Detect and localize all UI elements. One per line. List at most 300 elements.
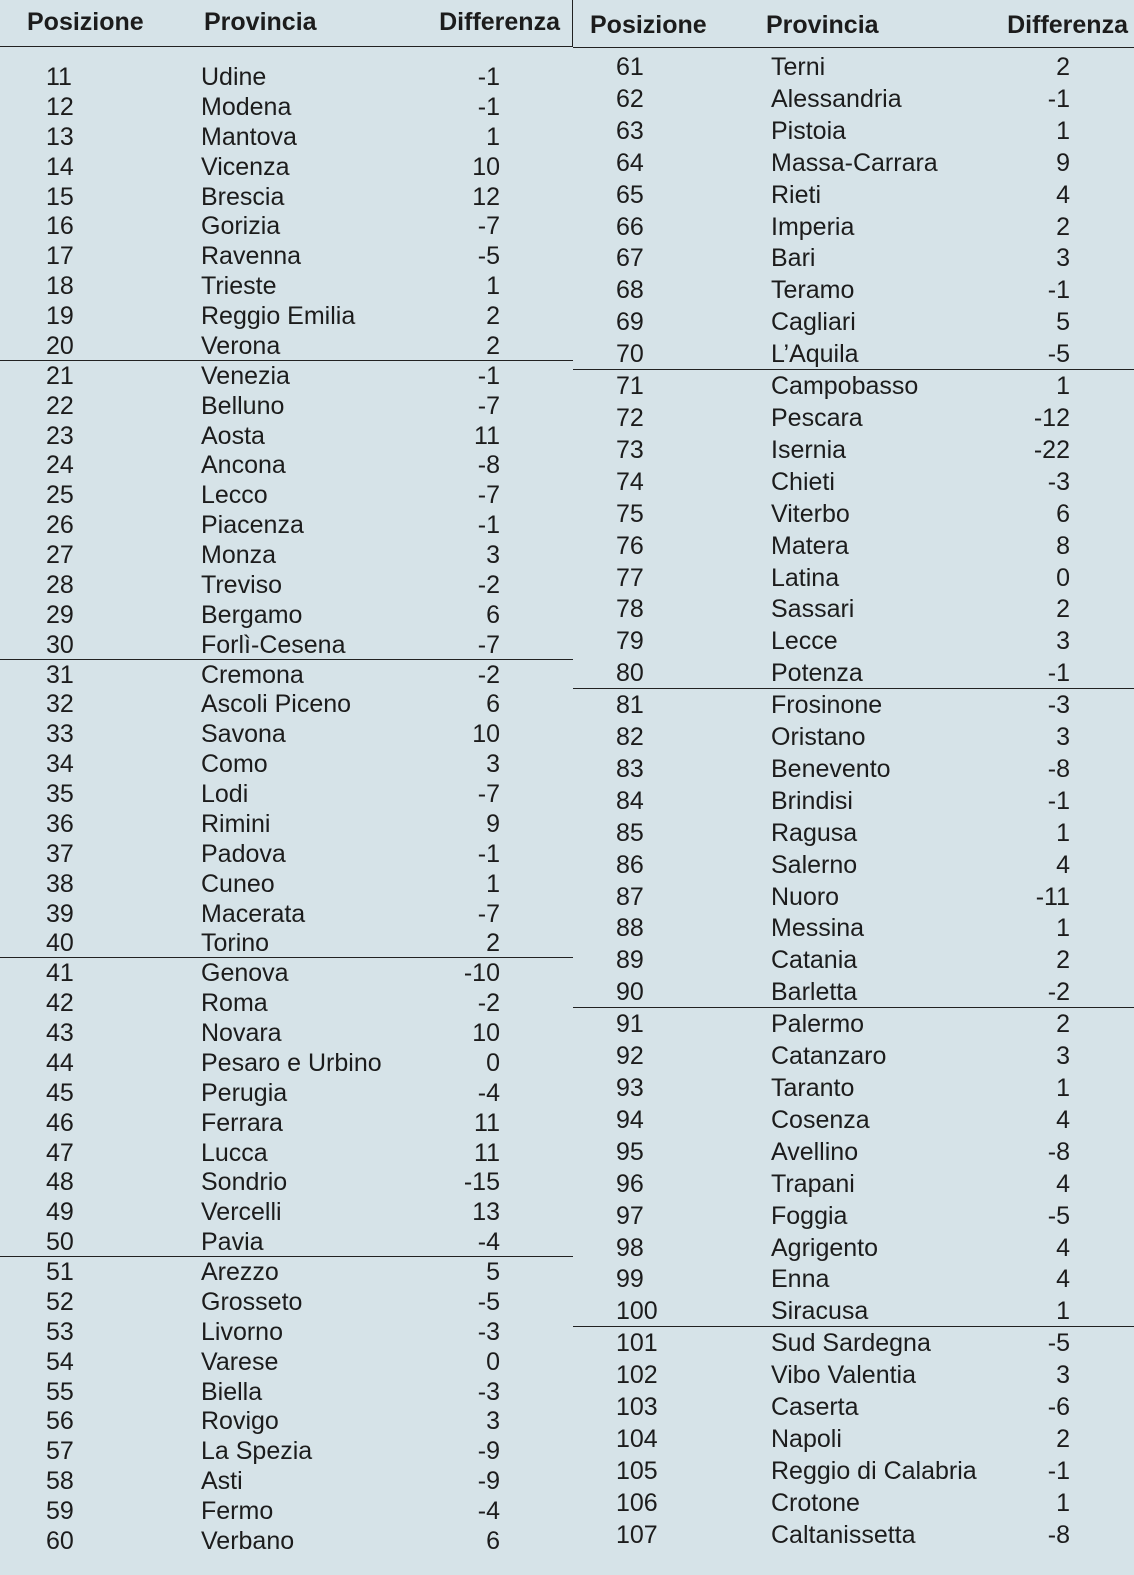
position-cell: 90: [616, 978, 644, 1007]
position-cell: 95: [616, 1137, 644, 1166]
province-cell: Cuneo: [201, 869, 275, 898]
table-row: [573, 850, 1134, 882]
table-row: [0, 661, 573, 691]
table-row: [0, 601, 573, 631]
province-cell: Imperia: [771, 212, 855, 241]
position-cell: 107: [616, 1520, 658, 1549]
table-row: [0, 1019, 573, 1049]
difference-cell: 5: [1056, 308, 1070, 337]
difference-cell: -1: [1047, 659, 1070, 688]
position-cell: 73: [616, 435, 644, 464]
table-row: [573, 339, 1134, 371]
position-cell: 21: [46, 361, 74, 390]
table-row: [0, 840, 573, 870]
position-cell: 71: [616, 372, 644, 401]
position-cell: 86: [616, 850, 644, 879]
difference-cell: 1: [486, 122, 500, 151]
right-header-row: [573, 0, 1134, 48]
table-row: [573, 52, 1134, 84]
difference-cell: 6: [486, 690, 500, 719]
difference-cell: 1: [1056, 818, 1070, 847]
province-cell: Cosenza: [771, 1105, 870, 1134]
position-cell: 62: [616, 84, 644, 113]
province-cell: Perugia: [201, 1078, 288, 1107]
difference-cell: -6: [1047, 1393, 1070, 1422]
province-cell: Campobasso: [771, 372, 919, 401]
table-row: [573, 1041, 1134, 1073]
position-cell: 29: [46, 600, 74, 629]
position-cell: 63: [616, 116, 644, 145]
province-cell: Ancona: [201, 451, 286, 480]
table-row: [0, 1348, 573, 1378]
header-province: Provincia: [766, 11, 879, 39]
province-cell: Reggio Emilia: [201, 302, 356, 330]
province-cell: Enna: [771, 1265, 830, 1294]
table-row: [573, 499, 1134, 531]
difference-cell: 1: [1056, 914, 1070, 943]
position-cell: 87: [616, 882, 644, 911]
position-cell: 50: [46, 1228, 74, 1257]
difference-cell: 1: [1056, 372, 1070, 401]
province-cell: Latina: [771, 563, 840, 592]
province-cell: Trieste: [201, 272, 277, 301]
difference-cell: -3: [477, 1377, 500, 1406]
difference-cell: 11: [474, 1108, 500, 1137]
province-cell: Ragusa: [771, 818, 858, 847]
difference-cell: 6: [486, 1526, 500, 1555]
table-row: [573, 1296, 1134, 1328]
difference-cell: 0: [1056, 563, 1070, 592]
left-header-row: [0, 0, 573, 47]
province-cell: Lodi: [201, 780, 249, 808]
difference-cell: 2: [486, 331, 500, 360]
table-row: [0, 780, 573, 810]
difference-cell: 3: [1056, 627, 1070, 656]
province-cell: Pavia: [201, 1228, 264, 1257]
difference-cell: 9: [1056, 148, 1070, 177]
position-cell: 27: [46, 541, 74, 569]
province-cell: Verona: [201, 331, 281, 360]
table-row: [573, 84, 1134, 116]
province-cell: Verbano: [201, 1526, 295, 1555]
header-difference: Differenza: [439, 8, 560, 36]
difference-cell: 1: [1056, 116, 1070, 145]
province-cell: Palermo: [771, 1010, 865, 1039]
table-row: [573, 722, 1134, 754]
province-cell: Vicenza: [201, 152, 290, 181]
table-row: [573, 1360, 1134, 1392]
position-cell: 15: [46, 182, 74, 211]
province-cell: Savona: [201, 720, 286, 749]
province-cell: Como: [201, 750, 268, 779]
province-cell: Aosta: [201, 421, 265, 450]
table-row: [0, 1258, 573, 1288]
table-row: [573, 1073, 1134, 1105]
table-row: [573, 467, 1134, 499]
province-cell: Torino: [201, 929, 270, 958]
province-cell: Padova: [201, 839, 286, 868]
position-cell: 81: [616, 691, 644, 720]
left-rows: [0, 63, 573, 1557]
province-cell: Taranto: [771, 1074, 855, 1102]
province-cell: Matera: [771, 531, 849, 560]
table-row: [0, 1079, 573, 1109]
table-row: [0, 720, 573, 750]
difference-cell: -7: [477, 212, 500, 241]
difference-cell: -7: [477, 780, 500, 808]
table-row: [0, 362, 573, 392]
table-row: [573, 563, 1134, 595]
position-cell: 46: [46, 1108, 74, 1137]
position-cell: 83: [616, 754, 644, 783]
difference-cell: -9: [477, 1437, 500, 1466]
position-cell: 75: [616, 499, 644, 528]
table-row: [0, 900, 573, 930]
difference-cell: 1: [1056, 1488, 1070, 1517]
table-row: [0, 302, 573, 332]
position-cell: 32: [46, 690, 74, 719]
province-cell: L’Aquila: [771, 340, 859, 369]
difference-cell: 2: [1056, 53, 1070, 81]
difference-cell: 4: [1056, 180, 1070, 209]
table-row: [573, 1137, 1134, 1169]
province-cell: Forlì-Cesena: [201, 630, 346, 659]
position-cell: 98: [616, 1233, 644, 1262]
difference-cell: -1: [1047, 84, 1070, 113]
difference-cell: 10: [472, 152, 500, 181]
position-cell: 61: [616, 53, 644, 81]
difference-cell: -5: [477, 1287, 500, 1316]
table-row: [0, 1288, 573, 1318]
difference-cell: -7: [477, 481, 500, 510]
position-cell: 59: [46, 1497, 74, 1525]
province-cell: Barletta: [771, 978, 858, 1007]
table-row: [0, 153, 573, 183]
position-cell: 34: [46, 750, 74, 779]
difference-cell: 3: [1056, 1361, 1070, 1390]
position-cell: 25: [46, 481, 74, 510]
difference-cell: 12: [472, 182, 500, 211]
difference-cell: -4: [477, 1497, 500, 1525]
difference-cell: -12: [1033, 403, 1070, 432]
difference-cell: 2: [1056, 1010, 1070, 1039]
position-cell: 38: [46, 869, 74, 898]
difference-cell: 3: [486, 1407, 500, 1436]
table-row: [0, 1139, 573, 1169]
table-row: [573, 658, 1134, 690]
difference-cell: 0: [486, 1048, 500, 1077]
table-row: [0, 1437, 573, 1467]
difference-cell: 1: [1056, 1074, 1070, 1102]
table-row: [573, 1488, 1134, 1520]
difference-cell: -11: [1035, 882, 1070, 911]
difference-cell: 1: [486, 869, 500, 898]
province-cell: Bari: [771, 244, 816, 273]
position-cell: 100: [616, 1297, 658, 1326]
difference-cell: 6: [486, 600, 500, 629]
province-cell: Ascoli Piceno: [201, 690, 352, 719]
difference-cell: -8: [477, 451, 500, 480]
position-cell: 22: [46, 391, 74, 420]
table-row: [573, 403, 1134, 435]
province-cell: Monza: [201, 541, 277, 569]
difference-cell: -2: [1047, 978, 1070, 1007]
difference-cell: 3: [1056, 723, 1070, 752]
table-row: [0, 212, 573, 242]
position-cell: 79: [616, 627, 644, 656]
position-cell: 53: [46, 1317, 74, 1346]
province-cell: Bergamo: [201, 600, 303, 629]
position-cell: 76: [616, 531, 644, 560]
table-row: [573, 1233, 1134, 1265]
table-row: [0, 959, 573, 989]
province-cell: Salerno: [771, 850, 858, 879]
province-cell: Frosinone: [771, 691, 883, 720]
difference-cell: 13: [472, 1198, 500, 1227]
province-cell: Livorno: [201, 1317, 283, 1346]
position-cell: 103: [616, 1393, 658, 1422]
position-cell: 93: [616, 1074, 644, 1102]
difference-cell: -22: [1033, 435, 1070, 464]
province-cell: Grosseto: [201, 1287, 303, 1316]
difference-cell: -1: [477, 839, 500, 868]
position-cell: 104: [616, 1424, 658, 1453]
province-cell: Vibo Valentia: [771, 1361, 917, 1390]
position-cell: 42: [46, 989, 74, 1018]
province-cell: Terni: [771, 53, 826, 81]
difference-cell: 8: [1056, 531, 1070, 560]
position-cell: 64: [616, 148, 644, 177]
province-cell: Varese: [201, 1347, 279, 1376]
difference-cell: -5: [1047, 340, 1070, 369]
difference-cell: -1: [1047, 276, 1070, 305]
table-row: [0, 1228, 573, 1258]
position-cell: 60: [46, 1526, 74, 1555]
position-cell: 33: [46, 720, 74, 749]
province-cell: Pescara: [771, 403, 863, 432]
difference-cell: -2: [477, 570, 500, 599]
position-cell: 102: [616, 1361, 658, 1390]
position-cell: 35: [46, 780, 74, 808]
province-cell: Avellino: [771, 1137, 859, 1166]
table-row: [0, 1318, 573, 1348]
position-cell: 101: [616, 1329, 658, 1358]
difference-cell: -9: [477, 1467, 500, 1496]
table-row: [0, 63, 573, 93]
position-cell: 70: [616, 340, 644, 369]
province-cell: Novara: [201, 1019, 282, 1047]
position-cell: 19: [46, 302, 74, 330]
province-cell: Pesaro e Urbino: [201, 1048, 382, 1077]
table-row: [0, 1467, 573, 1497]
province-cell: Pistoia: [771, 116, 847, 145]
table-row: [0, 1168, 573, 1198]
difference-cell: 4: [1056, 1233, 1070, 1262]
position-cell: 72: [616, 403, 644, 432]
province-cell: Napoli: [771, 1424, 842, 1453]
table-row: [0, 511, 573, 541]
difference-cell: -1: [477, 63, 500, 91]
province-cell: Treviso: [201, 570, 283, 599]
position-cell: 92: [616, 1042, 644, 1071]
difference-cell: -10: [463, 959, 500, 988]
table-row: [0, 183, 573, 213]
header-difference: Differenza: [1007, 11, 1128, 39]
province-cell: Brescia: [201, 182, 285, 211]
province-cell: Mantova: [201, 122, 297, 151]
difference-cell: -4: [477, 1078, 500, 1107]
position-cell: 89: [616, 946, 644, 975]
position-cell: 94: [616, 1105, 644, 1134]
difference-cell: -7: [477, 630, 500, 659]
position-cell: 56: [46, 1407, 74, 1436]
difference-cell: 3: [1056, 244, 1070, 273]
table-row: [573, 1424, 1134, 1456]
table-row: [573, 180, 1134, 212]
difference-cell: 2: [486, 302, 500, 330]
position-cell: 45: [46, 1078, 74, 1107]
province-cell: Rovigo: [201, 1407, 279, 1436]
table-row: [0, 451, 573, 481]
difference-cell: 1: [1056, 1297, 1070, 1326]
table-row: [573, 275, 1134, 307]
table-row: [573, 945, 1134, 977]
position-cell: 51: [46, 1258, 74, 1286]
position-cell: 11: [46, 63, 72, 91]
province-cell: Caltanissetta: [771, 1520, 916, 1549]
position-cell: 43: [46, 1019, 74, 1047]
province-cell: Piacenza: [201, 511, 304, 540]
difference-cell: 2: [1056, 212, 1070, 241]
province-cell: Trapani: [771, 1169, 855, 1198]
difference-cell: 0: [486, 1347, 500, 1376]
difference-cell: 1: [486, 272, 500, 301]
table-row: [573, 307, 1134, 339]
table-row: [573, 435, 1134, 467]
difference-cell: -1: [1047, 1456, 1070, 1485]
difference-cell: 2: [1056, 1424, 1070, 1453]
position-cell: 91: [616, 1010, 644, 1039]
position-cell: 26: [46, 511, 74, 540]
province-cell: Lecco: [201, 481, 268, 510]
difference-cell: -3: [1047, 467, 1070, 496]
position-cell: 39: [46, 899, 74, 928]
difference-cell: 5: [486, 1258, 500, 1286]
position-cell: 85: [616, 818, 644, 847]
province-cell: Brindisi: [771, 786, 853, 815]
province-cell: Cremona: [201, 660, 304, 689]
province-cell: Oristano: [771, 723, 866, 752]
table-row: [0, 242, 573, 272]
province-cell: Ravenna: [201, 242, 302, 271]
table-row: [0, 422, 573, 452]
table-row: [0, 481, 573, 511]
position-cell: 28: [46, 570, 74, 599]
table-row: [0, 1049, 573, 1079]
table-row: [0, 541, 573, 571]
difference-cell: -1: [477, 92, 500, 121]
difference-cell: -5: [1047, 1201, 1070, 1230]
position-cell: 12: [46, 92, 74, 121]
position-cell: 17: [46, 242, 74, 271]
position-cell: 80: [616, 659, 644, 688]
table-row: [0, 1527, 573, 1557]
province-cell: Belluno: [201, 391, 285, 420]
table-row: [573, 626, 1134, 658]
position-cell: 65: [616, 180, 644, 209]
table-row: [0, 93, 573, 123]
table-row: [573, 882, 1134, 914]
position-cell: 68: [616, 276, 644, 305]
position-cell: 16: [46, 212, 74, 241]
table-row: [573, 913, 1134, 945]
table-row: [0, 989, 573, 1019]
province-cell: Rieti: [771, 180, 822, 209]
difference-cell: -8: [1047, 1137, 1070, 1166]
difference-cell: 10: [472, 720, 500, 749]
position-cell: 105: [616, 1456, 658, 1485]
province-cell: Fermo: [201, 1497, 274, 1525]
position-cell: 96: [616, 1169, 644, 1198]
difference-cell: 4: [1056, 1265, 1070, 1294]
position-cell: 57: [46, 1437, 74, 1466]
difference-cell: -1: [477, 511, 500, 540]
difference-cell: 6: [1056, 499, 1070, 528]
position-cell: 18: [46, 272, 74, 301]
difference-cell: -5: [1047, 1329, 1070, 1358]
difference-cell: -3: [1047, 691, 1070, 720]
position-cell: 52: [46, 1287, 74, 1316]
table-row: [0, 810, 573, 840]
province-cell: Genova: [201, 959, 289, 988]
province-cell: Teramo: [771, 276, 855, 305]
position-cell: 44: [46, 1048, 74, 1077]
difference-cell: -7: [477, 391, 500, 420]
difference-cell: -1: [477, 361, 500, 390]
province-cell: Siracusa: [771, 1297, 869, 1326]
table-row: [0, 870, 573, 900]
position-cell: 37: [46, 839, 74, 868]
difference-cell: -2: [477, 989, 500, 1018]
table-row: [573, 754, 1134, 786]
province-cell: Messina: [771, 914, 865, 943]
province-cell: Isernia: [771, 435, 847, 464]
table-row: [573, 371, 1134, 403]
table-row: [0, 332, 573, 362]
table-row: [573, 1328, 1134, 1360]
table-row: [573, 1009, 1134, 1041]
difference-cell: -15: [463, 1168, 500, 1197]
difference-cell: -2: [477, 660, 500, 689]
difference-cell: 11: [474, 1138, 500, 1167]
table-row: [0, 123, 573, 153]
province-cell: Sud Sardegna: [771, 1329, 931, 1358]
difference-cell: 3: [1056, 1042, 1070, 1071]
position-cell: 40: [46, 929, 74, 958]
province-cell: Lucca: [201, 1138, 268, 1167]
header-position: Posizione: [590, 11, 707, 39]
province-cell: Viterbo: [771, 499, 850, 528]
table-row: [0, 631, 573, 661]
table-row: [573, 786, 1134, 818]
table-row: [573, 818, 1134, 850]
position-cell: 24: [46, 451, 74, 480]
position-cell: 41: [46, 959, 74, 988]
table-row: [0, 690, 573, 720]
position-cell: 23: [46, 421, 74, 450]
difference-cell: 3: [486, 541, 500, 569]
table-row: [573, 977, 1134, 1009]
